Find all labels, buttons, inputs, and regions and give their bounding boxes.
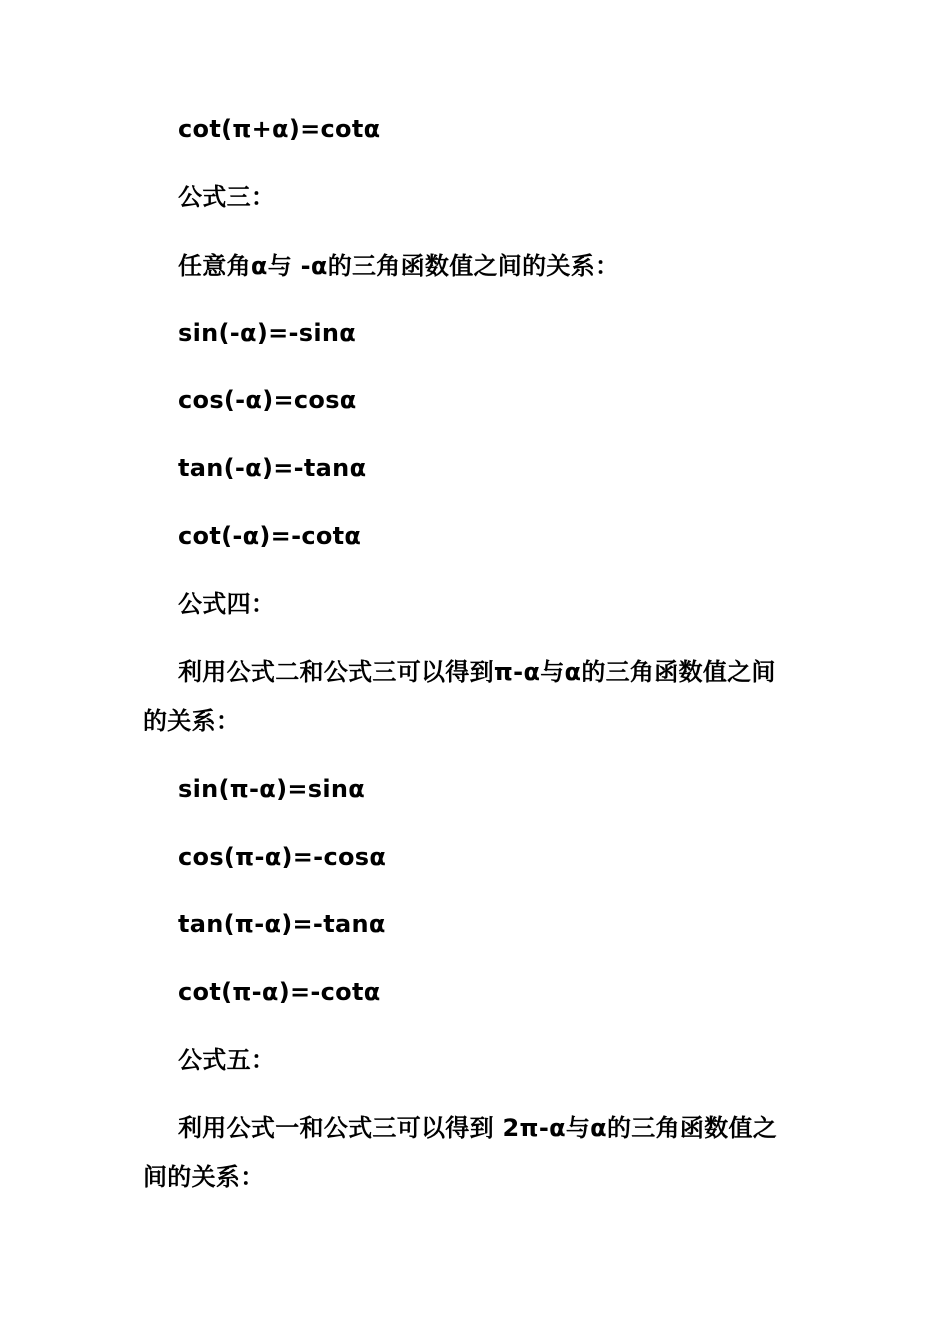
paragraph-formula-four-intro-cont: 的关系：: [143, 707, 241, 735]
paragraph-formula-four-intro: 利用公式二和公式三可以得到π-α与α的三角函数值之间: [178, 658, 776, 686]
formula-cot-pi-minus-alpha: cot(π-α)=-cotα: [178, 978, 381, 1006]
heading-formula-five: 公式五：: [178, 1046, 276, 1074]
formula-tan-neg-alpha: tan(-α)=-tanα: [178, 454, 367, 482]
formula-sin-pi-minus-alpha: sin(π-α)=sinα: [178, 775, 366, 803]
formula-tan-pi-minus-alpha: tan(π-α)=-tanα: [178, 910, 386, 938]
formula-cos-neg-alpha: cos(-α)=cosα: [178, 386, 357, 414]
paragraph-formula-five-intro-cont: 间的关系：: [143, 1163, 265, 1191]
formula-sin-neg-alpha: sin(-α)=-sinα: [178, 319, 357, 347]
heading-formula-four: 公式四：: [178, 590, 276, 618]
paragraph-formula-three-intro: 任意角α与 -α的三角函数值之间的关系：: [178, 252, 620, 280]
formula-cos-pi-minus-alpha: cos(π-α)=-cosα: [178, 843, 387, 871]
heading-formula-three: 公式三：: [178, 183, 276, 211]
formula-cot-neg-alpha: cot(-α)=-cotα: [178, 522, 362, 550]
paragraph-formula-five-intro: 利用公式一和公式三可以得到 2π-α与α的三角函数值之: [178, 1114, 778, 1142]
formula-cot-pi-plus-alpha: cot(π+α)=cotα: [178, 115, 381, 143]
